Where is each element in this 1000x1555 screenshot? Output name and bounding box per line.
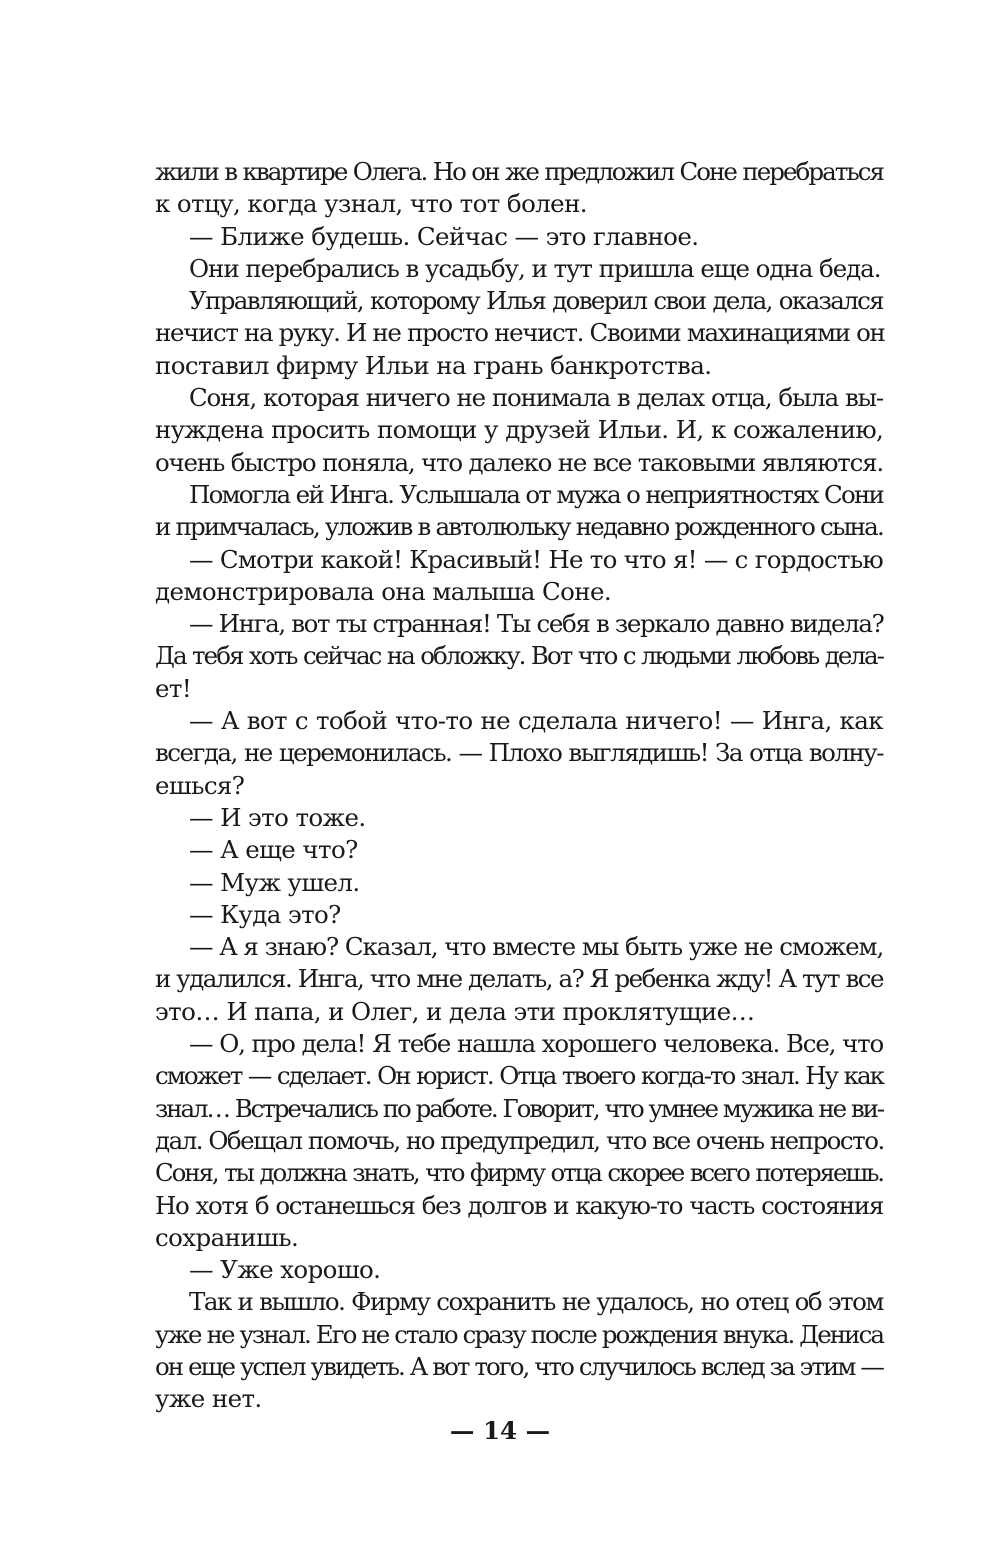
text-line: демонстрировала она малыша Соне. [155, 576, 612, 606]
text-line: — Ближе будешь. Сейчас — это главное. [189, 221, 699, 251]
text-line: и удалился. Инга, что мне делать, а? Я ребенка жду! А тут все [155, 964, 883, 994]
text-line: Но хотя б останешься без долгов и какую-то часть состояния [155, 1190, 883, 1220]
text-line: Помогла ей Инга. Услышала от мужа о неприятностях Сони [189, 479, 883, 509]
text-line: — И это тоже. [189, 802, 366, 832]
text-line: — О, про дела! Я тебе нашла хорошего человека. Все, что [189, 1029, 883, 1059]
text-line: Они перебрались в усадьбу, и тут пришла еще одна беда. [189, 253, 881, 283]
text-line: ешься? [155, 770, 245, 800]
text-line: к отцу, когда узнал, что тот болен. [155, 189, 587, 219]
text-line: сможет — сделает. Он юрист. Отца твоего когда-то знал. Ну как [155, 1061, 883, 1091]
text-line: ет! [155, 673, 192, 703]
text-line: и примчалась, уложив в автолюльку недавно рожденного сына. [155, 512, 883, 542]
text-line: — А я знаю? Сказал, что вместе мы быть уже не сможем, [189, 932, 884, 962]
text-line: всегда, не церемонилась. — Плохо выглядишь! За отца волну- [155, 738, 883, 768]
page-number: — 14 — [449, 1416, 551, 1445]
text-line: уже нет. [155, 1384, 262, 1414]
text-line: очень быстро поняла, что далеко не все таковыми являются. [155, 447, 883, 477]
body-text [155, 156, 883, 1416]
text-line: он еще успел увидеть. А вот того, что случилось вслед за этим — [155, 1351, 883, 1381]
text-line: нечист на руку. И не просто нечист. Своими махинациями он [155, 318, 885, 348]
text-line: — А еще что? [189, 835, 358, 865]
text-line: дал. Обещал помочь, но предупредил, что все очень непросто. [155, 1125, 884, 1155]
text-line: поставил фирму Ильи на грань банкротства. [155, 350, 712, 380]
text-line: — Уже хорошо. [189, 1255, 381, 1285]
text-line: сохранишь. [155, 1222, 299, 1252]
text-line: знал… Встречались по работе. Говорит, что умнее мужика не ви- [155, 1093, 883, 1123]
text-line: это… И папа, и Олег, и дела эти проклятущие… [155, 996, 755, 1026]
text-line: жили в квартире Олега. Но он же предложил Соне перебраться [155, 157, 883, 186]
text-line: нуждена просить помощи у друзей Ильи. И, к сожалению, [155, 415, 883, 445]
text-line: — Муж ушел. [189, 867, 360, 897]
text-line: Управляющий, которому Илья доверил свои дела, оказался [189, 286, 883, 316]
text-line: Соня, ты должна знать, что фирму отца скорее всего потеряешь. [155, 1158, 883, 1188]
text-line: уже не узнал. Его не стало сразу после рождения внука. Дениса [155, 1319, 883, 1349]
text-line: Соня, которая ничего не понимала в делах отца, была вы- [189, 383, 883, 413]
text-line: — Смотри какой! Красивый! Не то что я! — с гордостью [189, 544, 883, 574]
text-line: Да тебя хоть сейчас на обложку. Вот что с людьми любовь дела- [155, 641, 883, 671]
text-line: — Инга, вот ты странная! Ты себя в зеркало давно видела? [189, 609, 884, 639]
text-line: Так и вышло. Фирму сохранить не удалось, но отец об этом [189, 1287, 883, 1317]
text-line: — А вот с тобой что-то не сделала ничего! — Инга, как [189, 706, 883, 736]
text-line: — Куда это? [189, 899, 341, 929]
